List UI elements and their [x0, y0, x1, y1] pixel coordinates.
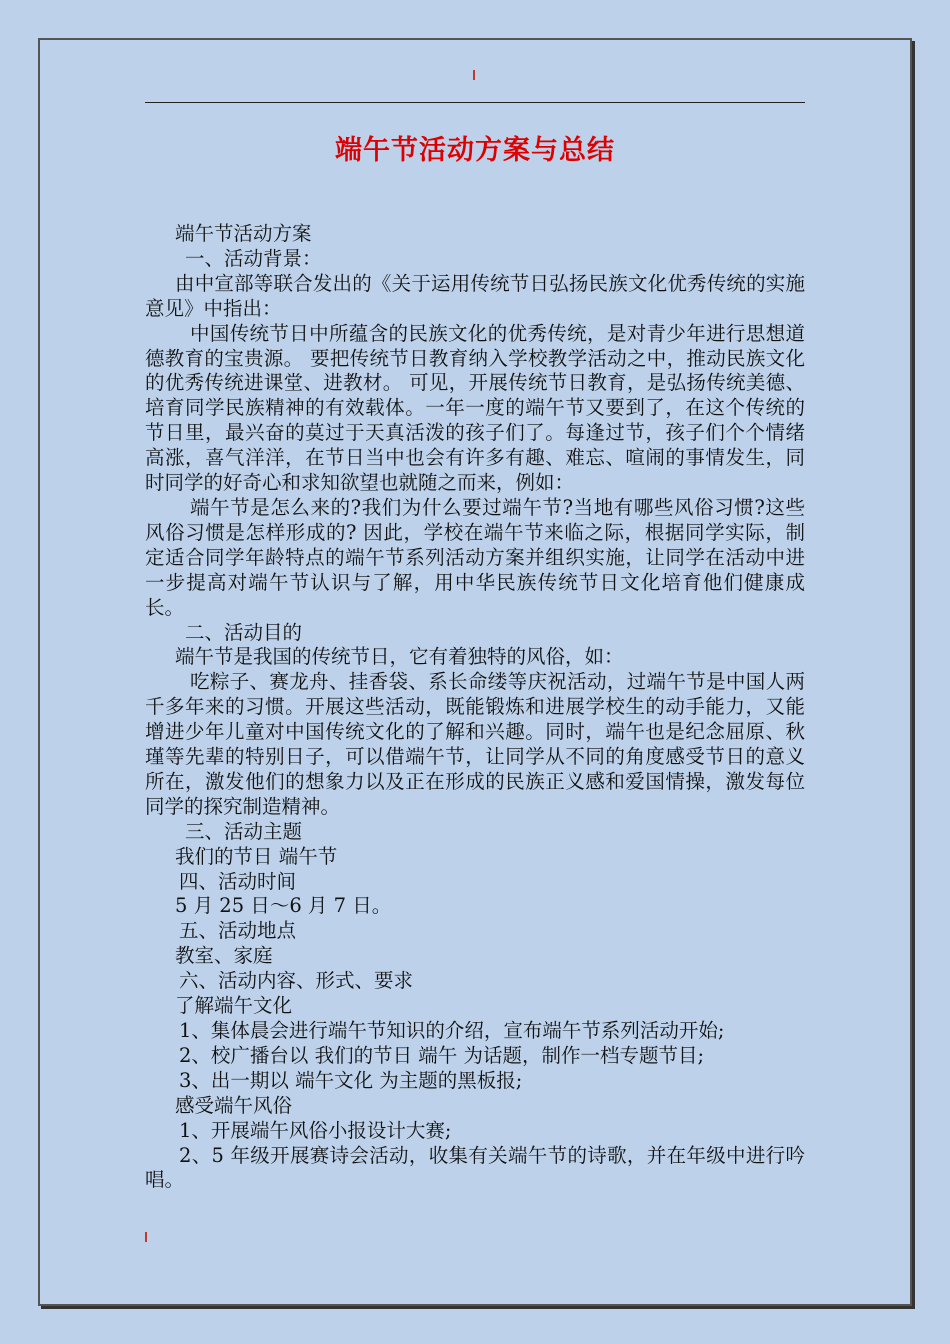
body-paragraph: 端午节是怎么来的?我们为什么要过端午节?当地有哪些风俗习惯?这些风俗习惯是怎样形成的? 因此，学校在端午节来临之际，根据同学实际，制定适合同学年龄特点的端午节系列活动方案并组织实施，让同学在活动中进一步提高对端午节认识与了解，用中华民族传统节日文化培育他们健康成长。	[145, 495, 805, 619]
body-paragraph: 三、活动主题	[185, 819, 303, 843]
body-paragraph: 由中宣部等联合发出的《关于运用传统节日弘扬民族文化优秀传统的实施意见》中指出：	[145, 271, 805, 320]
body-paragraph: 感受端午风俗	[175, 1093, 293, 1117]
body-paragraph: 二、活动目的	[185, 620, 303, 644]
document-body	[145, 222, 805, 1193]
body-paragraph: 5 月 25 日～6 月 7 日。	[175, 894, 392, 918]
body-paragraph: 中国传统节日中所蕴含的民族文化的优秀传统，是对青少年进行思想道德教育的宝贵源。 要把传统节日教育纳入学校教学活动之中，推动民族文化的优秀传统进课堂、进教材。 可见，开展传统节日教育，是弘扬传统美德、培育同学民族精神的有效载体。一年一度的端午节又要到了，在这个传统的节日里，最兴奋的莫过于天真活泼的孩子们了。每逢过节，孩子们个个情绪高涨，喜气洋洋，在节日当中也会有许多有趣、难忘、喧闹的事情发生，同时同学的好奇心和求知欲望也就随之而来，例如：	[145, 321, 805, 495]
header-mark	[473, 70, 475, 80]
body-paragraph: 端午节活动方案	[175, 222, 312, 245]
body-paragraph: 一、活动背景：	[185, 246, 322, 270]
body-paragraph: 1、开展端午风俗小报设计大赛;	[179, 1118, 452, 1142]
body-paragraph: 教室、家庭	[175, 944, 273, 968]
body-paragraph: 六、活动内容、形式、要求	[179, 969, 414, 993]
body-paragraph: 3、出一期以 端午文化 为主题的黑板报;	[179, 1068, 523, 1092]
body-paragraph: 2、校广播台以 我们的节日 端午 为话题，制作一档专题节目;	[179, 1043, 705, 1067]
body-paragraph: 我们的节日 端午节	[175, 844, 338, 868]
body-paragraph: 四、活动时间	[179, 869, 297, 893]
header-rule	[145, 102, 805, 103]
footer-mark	[145, 1232, 147, 1242]
document-title: 端午节活动方案与总结	[335, 135, 615, 166]
body-paragraph: 吃粽子、赛龙舟、挂香袋、系长命缕等庆祝活动，过端午节是中国人两千多年来的习惯。开展这些活动，既能锻炼和进展学校生的动手能力，又能增进少年儿童对中国传统文化的了解和兴趣。同时，端午也是纪念屈原、秋瑾等先辈的特别日子，可以借端午节，让同学从不同的角度感受节日的意义所在，激发他们的想象力以及正在形成的民族正义感和爱国情操，激发每位同学的探究制造精神。	[145, 670, 805, 818]
body-paragraph: 了解端午文化	[175, 994, 293, 1018]
body-paragraph: 端午节是我国的传统节日，它有着独特的风俗，如：	[175, 645, 624, 669]
body-paragraph: 1、集体晨会进行端午节知识的介绍，宣布端午节系列活动开始;	[179, 1019, 725, 1042]
body-paragraph: 2、5 年级开展赛诗会活动，收集有关端午节的诗歌，并在年级中进行吟唱。	[145, 1143, 805, 1192]
body-paragraph: 五、活动地点	[179, 919, 297, 943]
